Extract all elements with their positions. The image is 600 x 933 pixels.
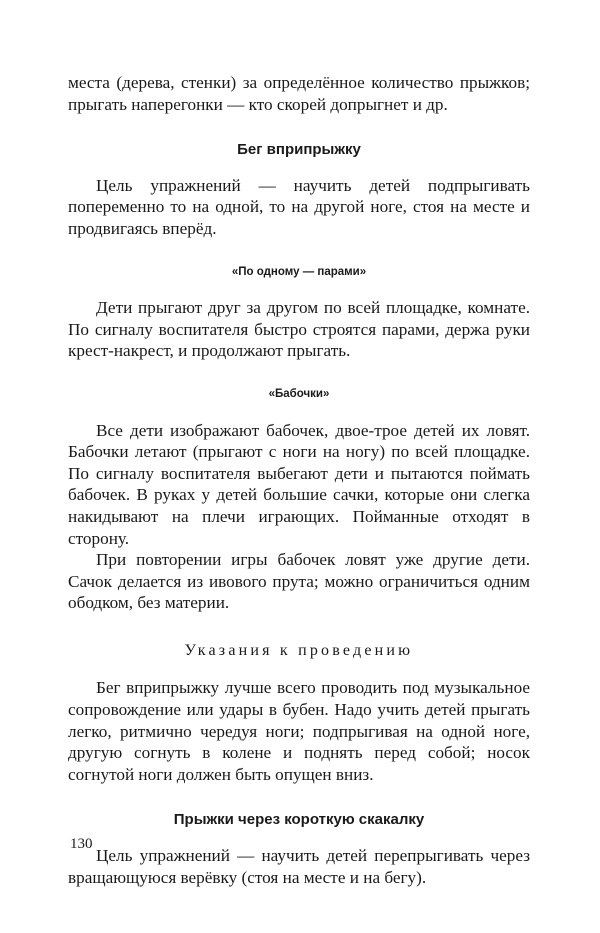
heading-rope: Прыжки через короткую скакалку — [173, 811, 425, 829]
heading-run: Бег вприпрыжку — [237, 141, 361, 159]
butterflies-repeat-paragraph: При повторении игры бабочек ловят уже другие дети. Сачок делается из ивового прута; можно ограничиться одним ободком, без материи. — [68, 550, 530, 613]
pairs-paragraph: Дети прыгают друг за другом по всей площадке, комнате. По сигналу воспитателя быстро строятся парами, держа руки крест-накрест, и продолжают прыгать. — [68, 298, 530, 361]
heading-butterflies: «Бабочки» — [268, 387, 330, 400]
rope-goal-paragraph: Цель упражнений — научить детей перепрыгивать через вращающуюся верёвку (стоя на месте и на бегу). — [68, 846, 530, 887]
heading-instructions: Указания к проведению — [184, 641, 414, 659]
instructions-paragraph: Бег вприпрыжку лучше всего проводить под музыкальное сопровождение или удары в бубен. Надо учить детей прыгать легко, ритмично чередуя ноги; подпрыгивая на одной ноге, другую согнуть в колене и поднять перед собой; носок согнутой ноги должен быть опущен вниз. — [68, 678, 530, 784]
intro-paragraph: места (дерева, стенки) за определённое количество прыжков; прыгать наперегонки — кто скорей допрыгнет и др. — [68, 73, 530, 114]
heading-pairs: «По одному — парами» — [231, 265, 367, 278]
butterflies-paragraph: Все дети изображают бабочек, двое-трое детей их ловят. Бабочки летают (прыгают с ноги на ногу) по всей площадке. По сигналу воспитателя выбегают дети и пытаются поймать бабочек. В руках у детей большие сачки, которые они слегка накидывают на плечи играющих. Пойманные отходят в сторону. — [68, 420, 530, 548]
page-number: 130 — [70, 836, 93, 852]
run-goal-paragraph: Цель упражнений — научить детей подпрыгивать попеременно то на одной, то на другой ноге, стоя на месте и продвигаясь вперёд. — [68, 175, 530, 238]
page-body — [68, 72, 530, 888]
